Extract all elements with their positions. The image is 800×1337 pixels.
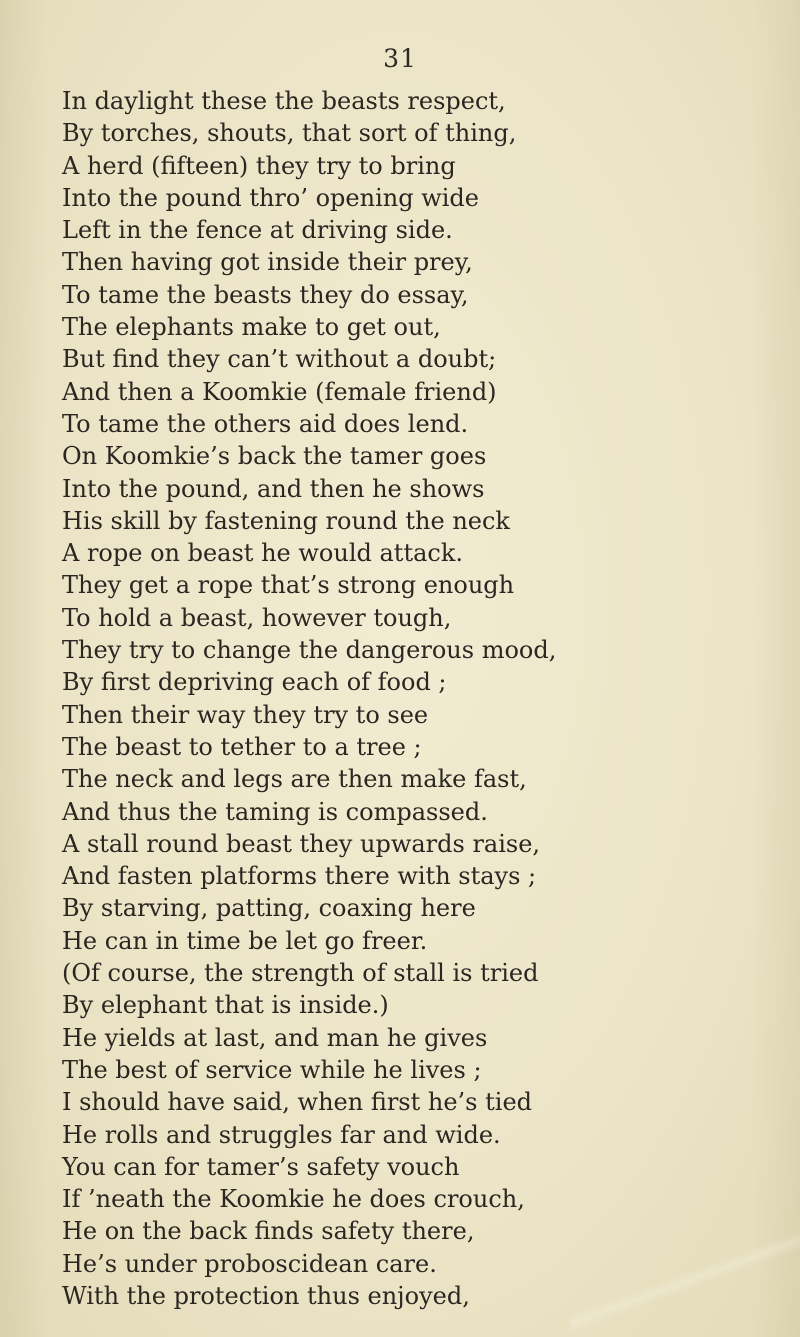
poem-line: By torches, shouts, that sort of thing, <box>62 119 517 148</box>
poem-line: Then their way they try to see <box>62 700 429 729</box>
poem-line: You can for tamer’s safety vouch <box>62 1152 460 1181</box>
poem-line: And thus the taming is compassed. <box>62 797 488 826</box>
poem-line: His skill by fastening round the neck <box>62 506 510 535</box>
poem-line: With the protection thus enjoyed, <box>62 1281 470 1310</box>
poem-line: On Koomkie’s back the tamer goes <box>62 442 487 471</box>
poem-line: A stall round beast they upwards raise, <box>62 829 541 858</box>
poem-line: By first depriving each of food ; <box>62 668 447 697</box>
poem-line: And then a Koomkie (female friend) <box>62 377 497 406</box>
poem-line: Into the pound, and then he shows <box>62 474 485 503</box>
poem-text <box>62 85 792 1312</box>
poem-line: The beast to tether to a tree ; <box>62 732 422 761</box>
poem-line: The elephants make to get out, <box>62 313 441 342</box>
poem-line: (Of course, the strength of stall is tried <box>62 959 539 988</box>
poem-line: Into the pound thro’ opening wide <box>62 183 479 212</box>
page-crease <box>570 1227 800 1337</box>
poem-line: And fasten platforms there with stays ; <box>62 862 537 891</box>
poem-line: To tame the beasts they do essay, <box>62 280 469 309</box>
poem-line: He rolls and struggles far and wide. <box>62 1120 501 1149</box>
poem-line: To hold a beast, however tough, <box>62 603 452 632</box>
poem-line: Left in the fence at driving side. <box>62 216 453 245</box>
poem-line: He can in time be let go freer. <box>62 926 428 955</box>
poem-line: A rope on beast he would attack. <box>62 539 464 568</box>
poem-line: They get a rope that’s strong enough <box>62 571 515 600</box>
poem-line: He yields at last, and man he gives <box>62 1023 488 1052</box>
poem-line: The best of service while he lives ; <box>62 1055 482 1084</box>
poem-line: I should have said, when first he’s tied <box>62 1088 533 1117</box>
poem-line: By elephant that is inside.) <box>62 991 389 1020</box>
poem-line: A herd (fifteen) they try to bring <box>62 151 456 180</box>
poem-line: By starving, patting, coaxing here <box>62 894 476 923</box>
poem-line: He’s under proboscidean care. <box>62 1249 437 1278</box>
poem-line: He on the back finds safety there, <box>62 1217 475 1246</box>
poem-line: If ’neath the Koomkie he does crouch, <box>62 1185 525 1214</box>
poem-line: To tame the others aid does lend. <box>62 409 469 438</box>
poem-line: Then having got inside their prey, <box>62 248 473 277</box>
page-number: 31 <box>383 44 417 73</box>
poem-line: But find they can’t without a doubt; <box>62 345 497 374</box>
poem-line: The neck and legs are then make fast, <box>62 765 527 794</box>
poem-line: In daylight these the beasts respect, <box>62 87 506 115</box>
poem-line: They try to change the dangerous mood, <box>62 636 557 665</box>
